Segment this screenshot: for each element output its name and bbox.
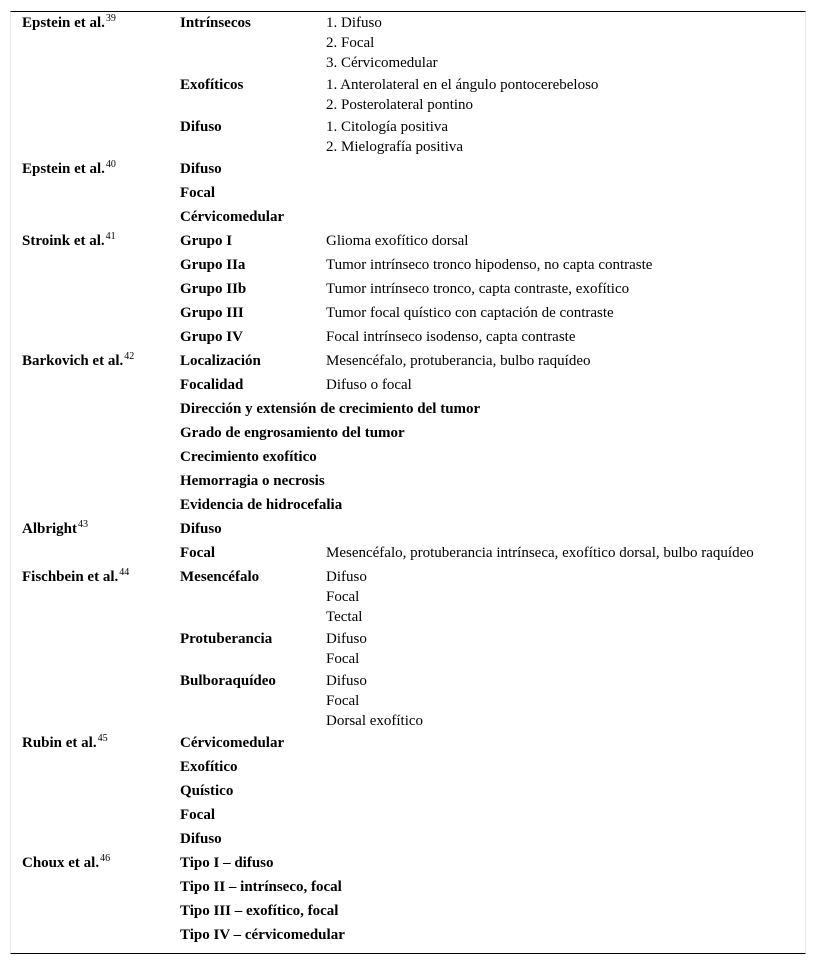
author-cell <box>22 519 172 541</box>
category-cell: Bulboraquídeo <box>180 673 276 689</box>
category-cell: Dirección y extensión de crecimiento del tumor <box>180 401 481 417</box>
category-cell: Protuberancia <box>180 631 273 647</box>
detail-line: Tectal <box>326 609 363 625</box>
details-cell <box>326 303 614 323</box>
category-cell: Intrínsecos <box>180 15 251 31</box>
category-cell: Exofíticos <box>180 77 244 93</box>
details-cell <box>326 117 463 157</box>
author-name: Epstein et al. <box>22 15 105 31</box>
detail-line: 2. Mielografía positiva <box>326 139 464 155</box>
detail-line: Difuso <box>326 631 367 647</box>
reference-number: 46 <box>100 853 111 864</box>
details-cell <box>326 327 576 347</box>
category-cell: Grupo I <box>180 233 233 249</box>
category-cell: Grupo IIb <box>180 281 247 297</box>
author-name: Stroink et al. <box>22 233 105 249</box>
category-cell: Tipo II – intrínseco, focal <box>180 879 342 895</box>
details-cell <box>326 567 367 627</box>
author-name: Choux et al. <box>22 855 100 871</box>
details-cell <box>326 671 423 731</box>
detail-line: Dorsal exofítico <box>326 713 424 729</box>
detail-line: Mesencéfalo, protuberancia intrínseca, exofítico dorsal, bulbo raquídeo <box>326 545 754 561</box>
category-cell: Grupo IV <box>180 329 243 345</box>
category-cell: Focalidad <box>180 377 244 393</box>
details-cell <box>326 231 468 251</box>
category-cell: Difuso <box>180 831 222 847</box>
author-cell <box>22 231 172 253</box>
detail-line: Focal <box>326 693 360 709</box>
reference-number: 39 <box>105 13 116 24</box>
author-name: Rubin et al. <box>22 735 97 751</box>
author-cell <box>22 351 172 373</box>
category-cell: Hemorragia o necrosis <box>180 473 325 489</box>
category-cell: Difuso <box>180 521 222 537</box>
author-cell <box>22 159 172 181</box>
category-cell: Evidencia de hidrocefalia <box>180 497 343 513</box>
category-cell: Grupo IIa <box>180 257 246 273</box>
details-cell <box>326 13 438 73</box>
detail-line: Focal <box>326 589 360 605</box>
category-cell: Tipo IV – cérvicomedular <box>180 927 345 943</box>
author-cell <box>22 853 172 875</box>
detail-line: Mesencéfalo, protuberancia, bulbo raquídeo <box>326 353 591 369</box>
detail-line: Focal <box>326 651 360 667</box>
details-cell <box>326 375 412 395</box>
reference-number: 40 <box>105 159 116 170</box>
category-cell: Exofítico <box>180 759 238 775</box>
detail-line: 2. Posterolateral pontino <box>326 97 474 113</box>
category-cell: Difuso <box>180 119 222 135</box>
category-cell: Focal <box>180 545 215 561</box>
reference-number: 41 <box>105 231 116 242</box>
detail-line: Difuso <box>326 673 367 689</box>
detail-line: 1. Citología positiva <box>326 119 449 135</box>
category-cell: Grupo III <box>180 305 244 321</box>
details-cell <box>326 351 590 371</box>
details-cell <box>326 279 629 299</box>
detail-line: 2. Focal <box>326 35 375 51</box>
author-cell <box>22 13 172 35</box>
author-name: Fischbein et al. <box>22 569 119 585</box>
detail-line: Glioma exofítico dorsal <box>326 233 469 249</box>
author-cell <box>22 733 172 755</box>
category-cell: Mesencéfalo <box>180 569 260 585</box>
details-cell <box>326 543 754 563</box>
category-cell: Grado de engrosamiento del tumor <box>180 425 405 441</box>
detail-line: 1. Difuso <box>326 15 382 31</box>
reference-number: 45 <box>97 733 108 744</box>
category-cell: Localización <box>180 353 261 369</box>
author-name: Epstein et al. <box>22 161 105 177</box>
category-cell: Cérvicomedular <box>180 735 285 751</box>
detail-line: Tumor intrínseco tronco, capta contraste, exofítico <box>326 281 630 297</box>
category-cell: Crecimiento exofítico <box>180 449 317 465</box>
details-cell <box>326 629 367 669</box>
author-name: Albright <box>22 521 78 537</box>
category-cell: Focal <box>180 807 215 823</box>
detail-line: 3. Cérvicomedular <box>326 55 438 71</box>
category-cell: Difuso <box>180 161 222 177</box>
reference-number: 44 <box>119 567 130 578</box>
category-cell: Tipo I – difuso <box>180 855 274 871</box>
details-cell <box>326 75 598 115</box>
author-name: Barkovich et al. <box>22 353 124 369</box>
category-cell: Focal <box>180 185 215 201</box>
reference-number: 42 <box>124 351 135 362</box>
detail-line: Focal intrínseco isodenso, capta contraste <box>326 329 576 345</box>
detail-line: Difuso <box>326 569 367 585</box>
category-cell: Quístico <box>180 783 234 799</box>
category-cell: Tipo III – exofítico, focal <box>180 903 339 919</box>
reference-number: 43 <box>78 519 89 530</box>
category-cell: Cérvicomedular <box>180 209 285 225</box>
detail-line: Difuso o focal <box>326 377 412 393</box>
detail-line: Tumor intrínseco tronco hipodenso, no capta contraste <box>326 257 653 273</box>
detail-line: Tumor focal quístico con captación de contraste <box>326 305 614 321</box>
detail-line: 1. Anterolateral en el ángulo pontocerebeloso <box>326 77 599 93</box>
classification-table <box>10 11 806 954</box>
details-cell <box>326 255 652 275</box>
author-cell <box>22 567 172 589</box>
